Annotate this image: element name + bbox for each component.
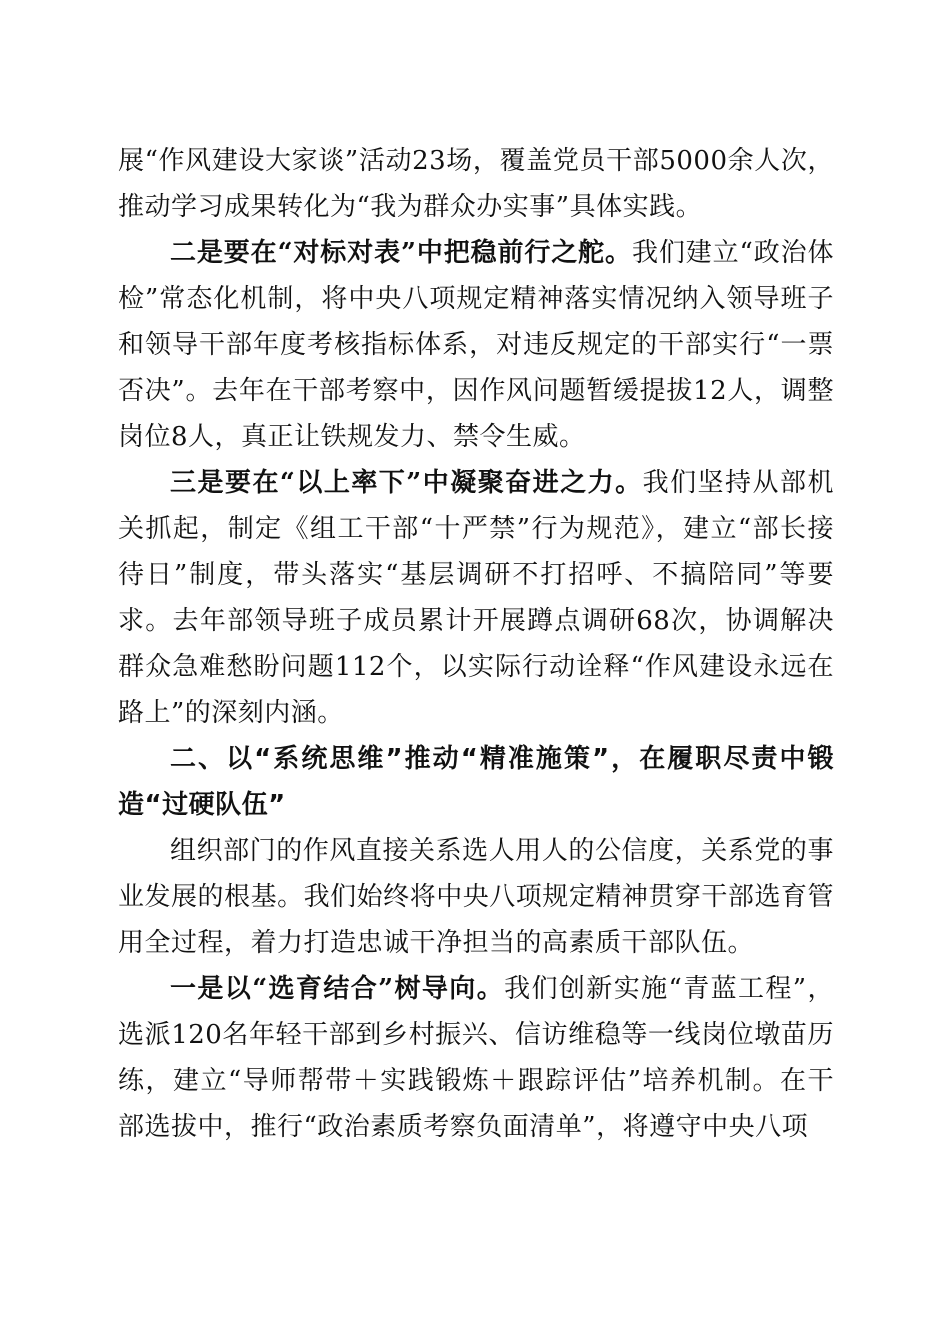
paragraph-point-one <box>118 966 834 1150</box>
paragraph-lead: 三是要在“以上率下”中凝聚奋进之力。 <box>170 468 643 498</box>
paragraph-text: 我们创新实施“青蓝工程”，选派120名年轻干部到乡村振兴、信访维稳等一线岗位墩苗历练，建立“导师帮带＋实践锻炼＋跟踪评估”培养机制。在干部选拔中，推行“政治素质考察负面清单”，将遵守中央八项 <box>118 974 834 1142</box>
paragraph-text: 展“作风建设大家谈”活动23场，覆盖党员干部5000余人次，推动学习成果转化为“我为群众办实事”具体实践。 <box>118 146 834 222</box>
document-page <box>118 138 834 1150</box>
paragraph-text: 我们坚持从部机关抓起，制定《组工干部“十严禁”行为规范》，建立“部长接待日”制度，带头落实“基层调研不打招呼、不搞陪同”等要求。去年部领导班子成员累计开展蹲点调研68次，协调解决群众急难愁盼问题112个，以实际行动诠释“作风建设永远在路上”的深刻内涵。 <box>118 468 834 728</box>
paragraph-section-intro <box>118 828 834 966</box>
paragraph-lead: 二是要在“对标对表”中把稳前行之舵。 <box>170 238 632 268</box>
paragraph-text: 组织部门的作风直接关系选人用人的公信度，关系党的事业发展的根基。我们始终将中央八项规定精神贯穿干部选育管用全过程，着力打造忠诚干净担当的高素质干部队伍。 <box>118 836 834 958</box>
paragraph-point-two <box>118 230 834 460</box>
paragraph-lead: 一是以“选育结合”树导向。 <box>170 974 505 1004</box>
paragraph-point-three <box>118 460 834 736</box>
section-heading: 二、以“系统思维”推动“精准施策”，在履职尽责中锻造“过硬队伍” <box>118 744 834 820</box>
paragraph-continuation <box>118 138 834 230</box>
paragraph-text: 我们建立“政治体检”常态化机制，将中央八项规定精神落实情况纳入领导班子和领导干部年度考核指标体系，对违反规定的干部实行“一票否决”。去年在干部考察中，因作风问题暂缓提拔12人，调整岗位8人，真正让铁规发力、禁令生威。 <box>118 238 834 452</box>
